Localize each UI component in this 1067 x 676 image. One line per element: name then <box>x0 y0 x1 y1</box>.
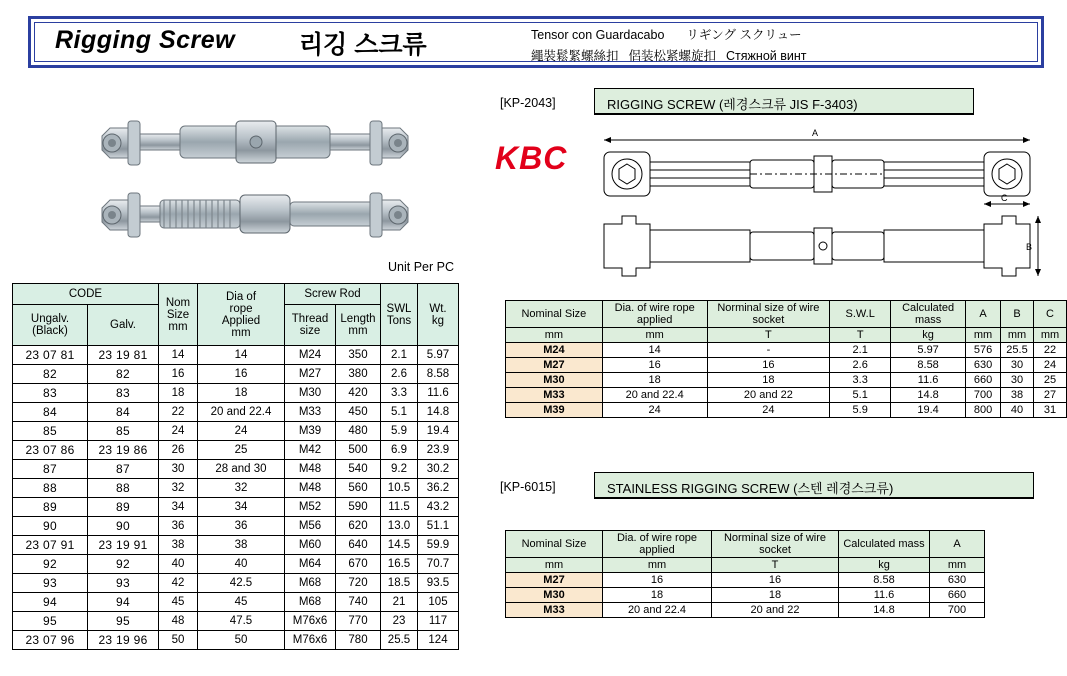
cell-length: 640 <box>336 536 381 555</box>
cell-nominal-size: 14 <box>159 346 198 365</box>
cell-value: 24 <box>707 403 830 418</box>
col-thread-size: Thread size <box>285 305 336 346</box>
col-header: Nominal Size <box>506 301 603 328</box>
cell-value: 20 and 22.4 <box>603 603 712 618</box>
col-header: A <box>930 531 985 558</box>
cell-ungalv-code: 95 <box>13 612 88 631</box>
cell-dia-rope: 24 <box>198 422 285 441</box>
cell-unit: mm <box>506 558 603 573</box>
cell-value: 16 <box>707 358 830 373</box>
cell-galv-code: 88 <box>88 479 159 498</box>
cell-swl: 5.1 <box>381 403 418 422</box>
cell-thread-size: M33 <box>285 403 336 422</box>
cell-value: 20 and 22 <box>707 388 830 403</box>
cell-swl: 6.9 <box>381 441 418 460</box>
cell-swl: 13.0 <box>381 517 418 536</box>
cell-length: 420 <box>336 384 381 403</box>
cell-length: 450 <box>336 403 381 422</box>
units-row <box>506 328 1067 343</box>
cell-value: 630 <box>930 573 985 588</box>
cell-galv-code: 23 19 81 <box>88 346 159 365</box>
cell-unit: mm <box>1001 328 1034 343</box>
cell-ungalv-code: 83 <box>13 384 88 403</box>
subtitle-line-2 <box>531 46 816 64</box>
cell-value: 630 <box>966 358 1001 373</box>
cell-weight: 8.58 <box>418 365 459 384</box>
kp2043-underline <box>594 114 974 115</box>
cell-value: 11.6 <box>891 373 966 388</box>
cell-nominal-size: M30 <box>506 373 603 388</box>
col-header: Dia. of wire rope applied <box>603 531 712 558</box>
cell-swl: 10.5 <box>381 479 418 498</box>
cell-galv-code: 92 <box>88 555 159 574</box>
table-row <box>506 573 985 588</box>
kp6015-code-tag: [KP-6015] <box>500 480 556 494</box>
cell-thread-size: M60 <box>285 536 336 555</box>
table-row <box>13 365 459 384</box>
cell-ungalv-code: 23 07 86 <box>13 441 88 460</box>
cell-dia-rope: 38 <box>198 536 285 555</box>
subtitle-spanish: Tensor con Guardacabo <box>531 28 665 42</box>
kp2043-title-box <box>594 88 974 114</box>
cell-weight: 14.8 <box>418 403 459 422</box>
cell-nominal-size: 34 <box>159 498 198 517</box>
cell-thread-size: M27 <box>285 365 336 384</box>
cell-length: 500 <box>336 441 381 460</box>
cell-unit: mm <box>506 328 603 343</box>
cell-nominal-size: 32 <box>159 479 198 498</box>
cell-length: 560 <box>336 479 381 498</box>
cell-value: 25 <box>1033 373 1066 388</box>
table-row <box>13 593 459 612</box>
cell-ungalv-code: 82 <box>13 365 88 384</box>
table-row <box>506 603 985 618</box>
cell-galv-code: 87 <box>88 460 159 479</box>
kp2043-title: RIGGING SCREW (레경스크류 JIS F-3403) <box>607 97 858 112</box>
main-spec-table <box>12 283 459 650</box>
cell-thread-size: M76x6 <box>285 631 336 650</box>
cell-thread-size: M24 <box>285 346 336 365</box>
cell-thread-size: M68 <box>285 574 336 593</box>
cell-value: 40 <box>1001 403 1034 418</box>
cell-weight: 124 <box>418 631 459 650</box>
cell-length: 350 <box>336 346 381 365</box>
cell-ungalv-code: 87 <box>13 460 88 479</box>
cell-thread-size: M42 <box>285 441 336 460</box>
cell-thread-size: M48 <box>285 460 336 479</box>
cell-unit: kg <box>839 558 930 573</box>
cell-galv-code: 23 19 91 <box>88 536 159 555</box>
cell-dia-rope: 47.5 <box>198 612 285 631</box>
cell-value: 700 <box>930 603 985 618</box>
cell-nominal-size: 16 <box>159 365 198 384</box>
table-row <box>13 631 459 650</box>
table-row <box>506 388 1067 403</box>
cell-nominal-size: 36 <box>159 517 198 536</box>
cell-value: 24 <box>1033 358 1066 373</box>
cell-weight: 117 <box>418 612 459 631</box>
cell-weight: 70.7 <box>418 555 459 574</box>
col-header: Norminal size of wire socket <box>707 301 830 328</box>
col-header: Calculated mass <box>891 301 966 328</box>
cell-value: 8.58 <box>891 358 966 373</box>
cell-value: 18 <box>602 373 707 388</box>
cell-length: 480 <box>336 422 381 441</box>
table-row <box>13 422 459 441</box>
cell-dia-rope: 28 and 30 <box>198 460 285 479</box>
table-row <box>13 441 459 460</box>
cell-value: 18 <box>712 588 839 603</box>
cell-ungalv-code: 23 07 81 <box>13 346 88 365</box>
cell-value: 660 <box>930 588 985 603</box>
cell-unit: T <box>707 328 830 343</box>
cell-length: 780 <box>336 631 381 650</box>
cell-nominal-size: 38 <box>159 536 198 555</box>
cell-value: 800 <box>966 403 1001 418</box>
cell-ungalv-code: 94 <box>13 593 88 612</box>
cell-value: 14.8 <box>891 388 966 403</box>
col-screw-rod: Screw Rod <box>285 284 381 305</box>
cell-weight: 11.6 <box>418 384 459 403</box>
cell-nominal-size: 26 <box>159 441 198 460</box>
cell-thread-size: M30 <box>285 384 336 403</box>
cell-swl: 21 <box>381 593 418 612</box>
col-header: A <box>966 301 1001 328</box>
col-header: Calculated mass <box>839 531 930 558</box>
cell-unit: T <box>830 328 891 343</box>
table-row <box>13 555 459 574</box>
product-photo <box>40 88 470 258</box>
dim-label-c: C <box>1001 193 1008 203</box>
cell-length: 740 <box>336 593 381 612</box>
cell-thread-size: M76x6 <box>285 612 336 631</box>
cell-nominal-size: M24 <box>506 343 603 358</box>
cell-ungalv-code: 23 07 91 <box>13 536 88 555</box>
cell-weight: 59.9 <box>418 536 459 555</box>
cell-value: 25.5 <box>1001 343 1034 358</box>
cell-nominal-size: M27 <box>506 358 603 373</box>
cell-dia-rope: 18 <box>198 384 285 403</box>
col-length: Length mm <box>336 305 381 346</box>
kbc-logo: KBC <box>495 140 568 176</box>
cell-value: 11.6 <box>839 588 930 603</box>
kp6015-spec-table <box>505 530 985 618</box>
subtitle-russian: Стяжной винт <box>726 49 807 63</box>
cell-value: 16 <box>602 358 707 373</box>
cell-dia-rope: 34 <box>198 498 285 517</box>
cell-value: 660 <box>966 373 1001 388</box>
cell-ungalv-code: 89 <box>13 498 88 517</box>
cell-value: 5.9 <box>830 403 891 418</box>
cell-length: 590 <box>336 498 381 517</box>
cell-length: 540 <box>336 460 381 479</box>
cell-unit: mm <box>966 328 1001 343</box>
col-header: Norminal size of wire socket <box>712 531 839 558</box>
cell-nominal-size: 18 <box>159 384 198 403</box>
cell-weight: 30.2 <box>418 460 459 479</box>
cell-value: 38 <box>1001 388 1034 403</box>
cell-value: 30 <box>1001 358 1034 373</box>
col-header: Dia. of wire rope applied <box>602 301 707 328</box>
unit-note: Unit Per PC <box>388 260 454 274</box>
cell-ungalv-code: 85 <box>13 422 88 441</box>
cell-weight: 5.97 <box>418 346 459 365</box>
col-code: CODE <box>13 284 159 305</box>
cell-dia-rope: 42.5 <box>198 574 285 593</box>
cell-swl: 9.2 <box>381 460 418 479</box>
cell-galv-code: 84 <box>88 403 159 422</box>
table-row <box>13 612 459 631</box>
cell-nominal-size: M30 <box>506 588 603 603</box>
cell-value: 5.1 <box>830 388 891 403</box>
cell-thread-size: M56 <box>285 517 336 536</box>
cell-thread-size: M64 <box>285 555 336 574</box>
cell-weight: 23.9 <box>418 441 459 460</box>
cell-nominal-size: 45 <box>159 593 198 612</box>
cell-value: 700 <box>966 388 1001 403</box>
cell-nominal-size: 22 <box>159 403 198 422</box>
col-swl: SWL Tons <box>381 284 418 346</box>
col-header: Nominal Size <box>506 531 603 558</box>
cell-ungalv-code: 93 <box>13 574 88 593</box>
dim-label-a: A <box>812 128 819 138</box>
cell-weight: 105 <box>418 593 459 612</box>
cell-length: 380 <box>336 365 381 384</box>
table-row <box>13 574 459 593</box>
cell-unit: kg <box>891 328 966 343</box>
cell-galv-code: 93 <box>88 574 159 593</box>
table-row <box>13 384 459 403</box>
subtitle-chinese-trad: 繩裝鬆緊螺絲扣 <box>531 49 619 63</box>
cell-ungalv-code: 84 <box>13 403 88 422</box>
table-row <box>13 498 459 517</box>
cell-value: 14 <box>602 343 707 358</box>
kp2043-code-tag: [KP-2043] <box>500 96 556 110</box>
cell-value: 2.6 <box>830 358 891 373</box>
cell-nominal-size: M33 <box>506 603 603 618</box>
table-row <box>506 588 985 603</box>
cell-galv-code: 89 <box>88 498 159 517</box>
cell-length: 670 <box>336 555 381 574</box>
table-row <box>13 460 459 479</box>
cell-weight: 43.2 <box>418 498 459 517</box>
cell-dia-rope: 45 <box>198 593 285 612</box>
technical-drawing <box>590 126 1050 286</box>
cell-value: 24 <box>602 403 707 418</box>
cell-value: 19.4 <box>891 403 966 418</box>
cell-nominal-size: M27 <box>506 573 603 588</box>
table-row <box>13 403 459 422</box>
kp6015-underline <box>594 498 1034 499</box>
cell-swl: 23 <box>381 612 418 631</box>
cell-dia-rope: 50 <box>198 631 285 650</box>
cell-value: 30 <box>1001 373 1034 388</box>
cell-swl: 11.5 <box>381 498 418 517</box>
units-row <box>506 558 985 573</box>
cell-nominal-size: 48 <box>159 612 198 631</box>
cell-dia-rope: 32 <box>198 479 285 498</box>
cell-dia-rope: 36 <box>198 517 285 536</box>
col-galv: Galv. <box>88 305 159 346</box>
col-header: S.W.L <box>830 301 891 328</box>
cell-value: 20 and 22.4 <box>602 388 707 403</box>
cell-value: 3.3 <box>830 373 891 388</box>
cell-value: 18 <box>707 373 830 388</box>
cell-galv-code: 82 <box>88 365 159 384</box>
cell-value: 27 <box>1033 388 1066 403</box>
cell-weight: 51.1 <box>418 517 459 536</box>
cell-weight: 93.5 <box>418 574 459 593</box>
cell-nominal-size: 24 <box>159 422 198 441</box>
cell-swl: 3.3 <box>381 384 418 403</box>
cell-nominal-size: 40 <box>159 555 198 574</box>
table-row <box>506 343 1067 358</box>
cell-value: 16 <box>603 573 712 588</box>
cell-nominal-size: M33 <box>506 388 603 403</box>
cell-value: 31 <box>1033 403 1066 418</box>
table-row <box>506 373 1067 388</box>
cell-value: 14.8 <box>839 603 930 618</box>
cell-swl: 5.9 <box>381 422 418 441</box>
cell-value: 5.97 <box>891 343 966 358</box>
kp6015-title: STAINLESS RIGGING SCREW (스텐 레경스크류) <box>607 481 894 496</box>
cell-value: 576 <box>966 343 1001 358</box>
cell-unit: T <box>712 558 839 573</box>
cell-swl: 14.5 <box>381 536 418 555</box>
cell-value: 16 <box>712 573 839 588</box>
cell-length: 620 <box>336 517 381 536</box>
cell-unit: mm <box>930 558 985 573</box>
page-title-korean: 리깅 스크류 <box>299 31 427 59</box>
table-row <box>506 403 1067 418</box>
subtitle-line-1 <box>531 25 802 43</box>
cell-length: 770 <box>336 612 381 631</box>
cell-value: 20 and 22 <box>712 603 839 618</box>
table-row <box>13 479 459 498</box>
cell-dia-rope: 25 <box>198 441 285 460</box>
cell-swl: 2.6 <box>381 365 418 384</box>
cell-value: 2.1 <box>830 343 891 358</box>
cell-galv-code: 90 <box>88 517 159 536</box>
cell-dia-rope: 20 and 22.4 <box>198 403 285 422</box>
col-header: C <box>1033 301 1066 328</box>
kp2043-spec-table <box>505 300 1067 418</box>
subtitle-chinese-simp: 侶装松紧螺旋扣 <box>628 49 717 63</box>
cell-nominal-size: 30 <box>159 460 198 479</box>
cell-ungalv-code: 23 07 96 <box>13 631 88 650</box>
cell-weight: 36.2 <box>418 479 459 498</box>
cell-nominal-size: M39 <box>506 403 603 418</box>
col-dia-of-rope: Dia of rope Applied mm <box>198 284 285 346</box>
cell-value: 18 <box>603 588 712 603</box>
cell-swl: 25.5 <box>381 631 418 650</box>
dim-label-b: B <box>1026 242 1033 252</box>
cell-galv-code: 95 <box>88 612 159 631</box>
col-ungalv: Ungalv. (Black) <box>13 305 88 346</box>
cell-galv-code: 94 <box>88 593 159 612</box>
kp6015-title-box <box>594 472 1034 498</box>
cell-value: 8.58 <box>839 573 930 588</box>
page-title: Rigging Screw <box>55 26 236 54</box>
cell-swl: 16.5 <box>381 555 418 574</box>
cell-thread-size: M39 <box>285 422 336 441</box>
table-row <box>13 517 459 536</box>
cell-thread-size: M68 <box>285 593 336 612</box>
cell-galv-code: 83 <box>88 384 159 403</box>
subtitle-japanese: リギング スクリュー <box>686 28 802 42</box>
table-row <box>13 346 459 365</box>
table-row <box>506 358 1067 373</box>
cell-swl: 2.1 <box>381 346 418 365</box>
cell-length: 720 <box>336 574 381 593</box>
cell-dia-rope: 14 <box>198 346 285 365</box>
col-weight: Wt. kg <box>418 284 459 346</box>
cell-dia-rope: 40 <box>198 555 285 574</box>
cell-galv-code: 23 19 96 <box>88 631 159 650</box>
cell-ungalv-code: 88 <box>13 479 88 498</box>
cell-value: - <box>707 343 830 358</box>
cell-weight: 19.4 <box>418 422 459 441</box>
cell-ungalv-code: 92 <box>13 555 88 574</box>
cell-thread-size: M52 <box>285 498 336 517</box>
cell-unit: mm <box>602 328 707 343</box>
col-header: B <box>1001 301 1034 328</box>
cell-thread-size: M48 <box>285 479 336 498</box>
cell-galv-code: 23 19 86 <box>88 441 159 460</box>
cell-dia-rope: 16 <box>198 365 285 384</box>
cell-value: 22 <box>1033 343 1066 358</box>
cell-unit: mm <box>1033 328 1066 343</box>
cell-swl: 18.5 <box>381 574 418 593</box>
cell-nominal-size: 42 <box>159 574 198 593</box>
page-header <box>28 16 1044 68</box>
table-row <box>13 536 459 555</box>
cell-unit: mm <box>603 558 712 573</box>
cell-ungalv-code: 90 <box>13 517 88 536</box>
cell-galv-code: 85 <box>88 422 159 441</box>
cell-nominal-size: 50 <box>159 631 198 650</box>
col-nominal-size: Nom Size mm <box>159 284 198 346</box>
